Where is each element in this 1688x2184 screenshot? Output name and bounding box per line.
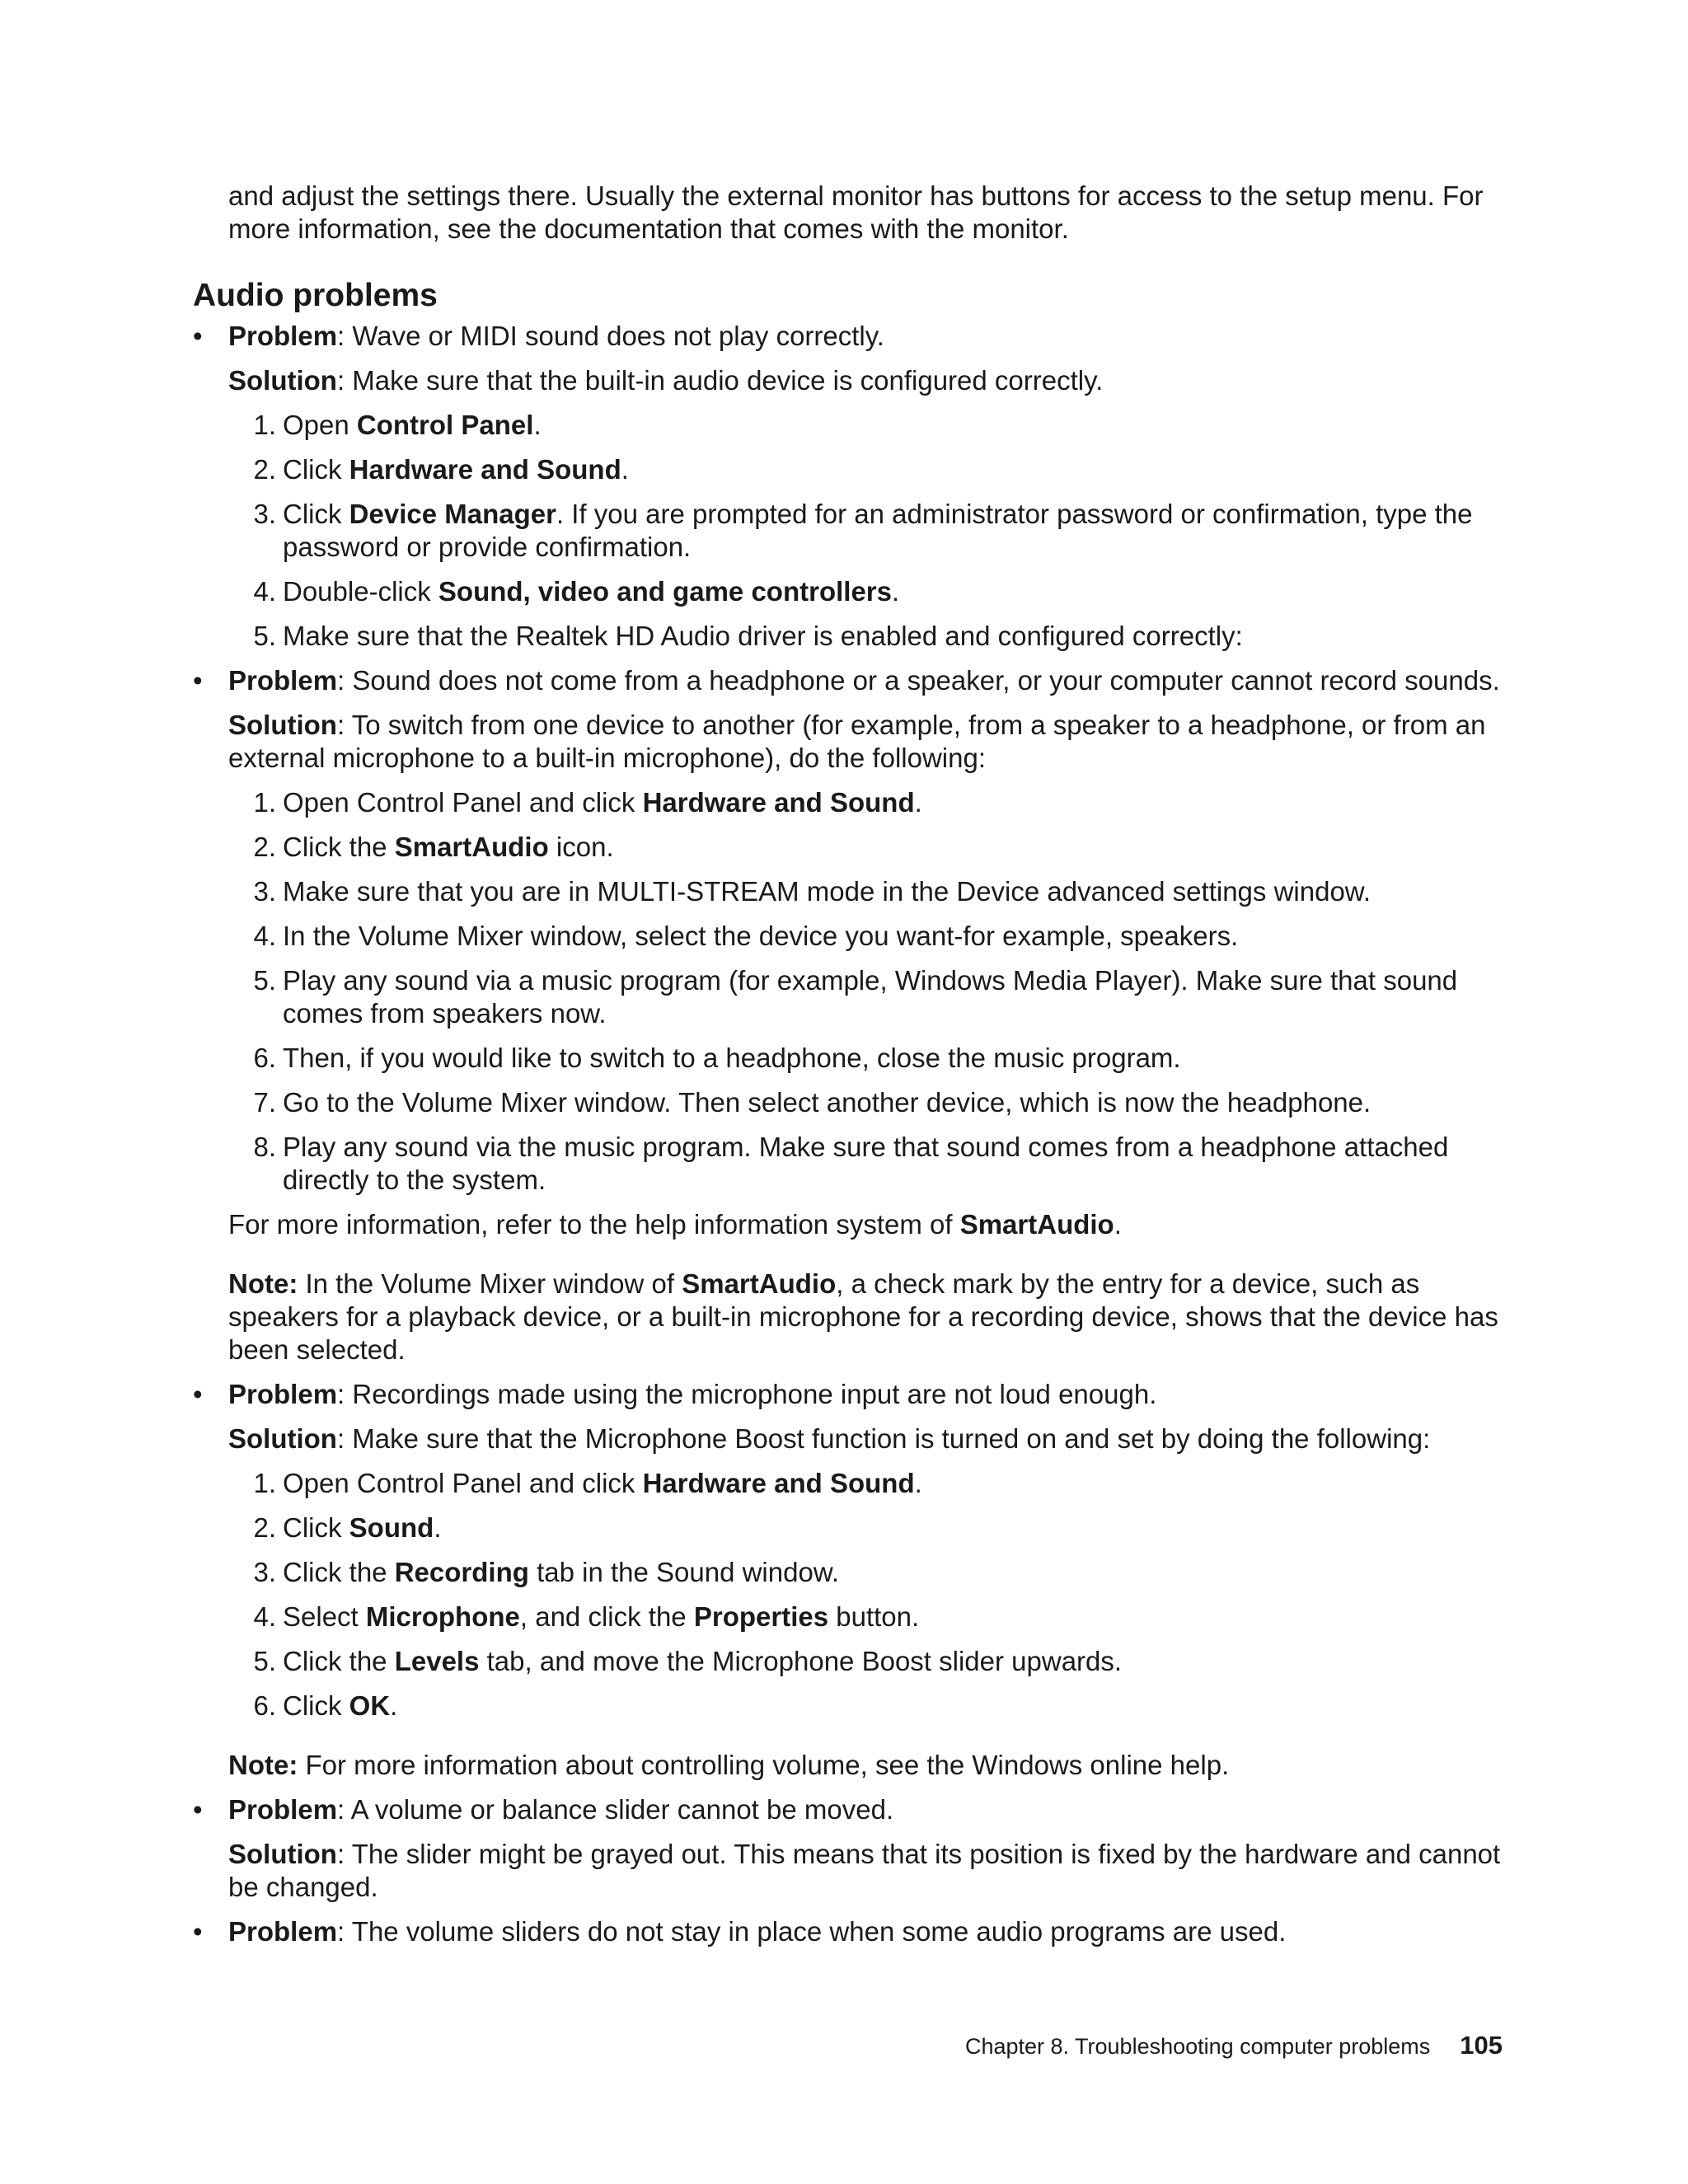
step-item: 2. Click Sound. xyxy=(253,1512,442,1543)
intro-paragraph: and adjust the settings there. Usually the external monitor has buttons for access to the setup menu. For more information, see the documentation that comes with the monitor. xyxy=(228,180,1484,244)
step-item: 8. Play any sound via the music program. Make sure that sound comes from a headphone attached directly to the system. xyxy=(253,1132,1449,1195)
problem-item xyxy=(193,1793,1520,1915)
section-heading: Audio problems xyxy=(193,278,438,313)
steps-list xyxy=(228,1467,1520,1722)
problem-item xyxy=(193,664,1520,1378)
solution-text: Solution: The slider might be grayed out. This means that its position is fixed by the hardware and cannot be changed. xyxy=(228,1839,1501,1902)
step-item: 2. Click the SmartAudio icon. xyxy=(253,832,614,862)
step-item: 4. In the Volume Mixer window, select the device you want-for example, speakers. xyxy=(253,921,1239,951)
note-text: Note: For more information about controlling volume, see the Windows online help. xyxy=(228,1750,1230,1780)
step-item: 1. Open Control Panel. xyxy=(253,410,542,440)
footer-chapter: Chapter 8. Troubleshooting computer problems xyxy=(964,2034,1431,2059)
bullet-icon: • xyxy=(193,321,203,351)
step-item: 5. Make sure that the Realtek HD Audio driver is enabled and configured correctly: xyxy=(253,621,1243,651)
problem-item xyxy=(193,1915,1520,1960)
solution-text: Solution: Make sure that the Microphone Boost function is turned on and set by doing the following: xyxy=(228,1423,1431,1454)
step-item: 3. Click the Recording tab in the Sound window. xyxy=(253,1557,840,1587)
page-footer xyxy=(965,2029,1503,2063)
step-item: 3. Click Device Manager. If you are prompted for an administrator password or confirmation, type the password or provide confirmation. xyxy=(253,499,1473,562)
step-item: 2. Click Hardware and Sound. xyxy=(253,454,629,485)
more-info-text: For more information, refer to the help information system of SmartAudio. xyxy=(228,1209,1122,1240)
problem-text: Problem: Recordings made using the microphone input are not loud enough. xyxy=(228,1379,1157,1409)
bullet-icon: • xyxy=(193,665,203,696)
step-item: 4. Select Microphone, and click the Properties button. xyxy=(253,1601,920,1632)
note-text: Note: In the Volume Mixer window of SmartAudio, a check mark by the entry for a device, such as speakers for a playback device, or a built-in microphone for a recording device, shows that the device has been selected. xyxy=(228,1268,1498,1365)
step-item: 1. Open Control Panel and click Hardware and Sound. xyxy=(253,1468,922,1498)
step-item: 3. Make sure that you are in MULTI-STREAM mode in the Device advanced settings window. xyxy=(253,876,1371,907)
step-item: 7. Go to the Volume Mixer window. Then select another device, which is now the headphone. xyxy=(253,1087,1372,1118)
problem-text: Problem: Sound does not come from a headphone or a speaker, or your computer cannot record sounds. xyxy=(228,665,1500,696)
step-item: 6. Then, if you would like to switch to a headphone, close the music program. xyxy=(253,1043,1181,1073)
bullet-icon: • xyxy=(193,1794,203,1825)
step-item: 6. Click OK. xyxy=(253,1690,398,1721)
step-item: 5. Play any sound via a music program (for example, Windows Media Player). Make sure that sound comes from speakers now. xyxy=(253,965,1458,1029)
problem-item xyxy=(193,320,1520,664)
problem-text: Problem: Wave or MIDI sound does not play correctly. xyxy=(228,321,884,351)
step-item: 5. Click the Levels tab, and move the Microphone Boost slider upwards. xyxy=(253,1646,1123,1676)
bullet-icon: • xyxy=(193,1916,203,1947)
steps-list xyxy=(228,786,1520,1197)
problem-text: Problem: A volume or balance slider cannot be moved. xyxy=(228,1794,894,1825)
bullet-icon: • xyxy=(193,1379,203,1409)
solution-text: Solution: Make sure that the built-in audio device is configured correctly. xyxy=(228,365,1104,396)
problem-item xyxy=(193,1378,1520,1793)
page-number: 105 xyxy=(1460,2031,1503,2060)
problem-text: Problem: The volume sliders do not stay in place when some audio programs are used. xyxy=(228,1916,1287,1947)
solution-text: Solution: To switch from one device to another (for example, from a speaker to a headphone, or from an external microphone to a built-in microphone), do the following: xyxy=(228,710,1486,773)
step-item: 1. Open Control Panel and click Hardware and Sound. xyxy=(253,787,922,818)
problems-list xyxy=(193,320,1520,1960)
step-item: 4. Double-click Sound, video and game controllers. xyxy=(253,576,900,607)
steps-list xyxy=(228,409,1520,653)
